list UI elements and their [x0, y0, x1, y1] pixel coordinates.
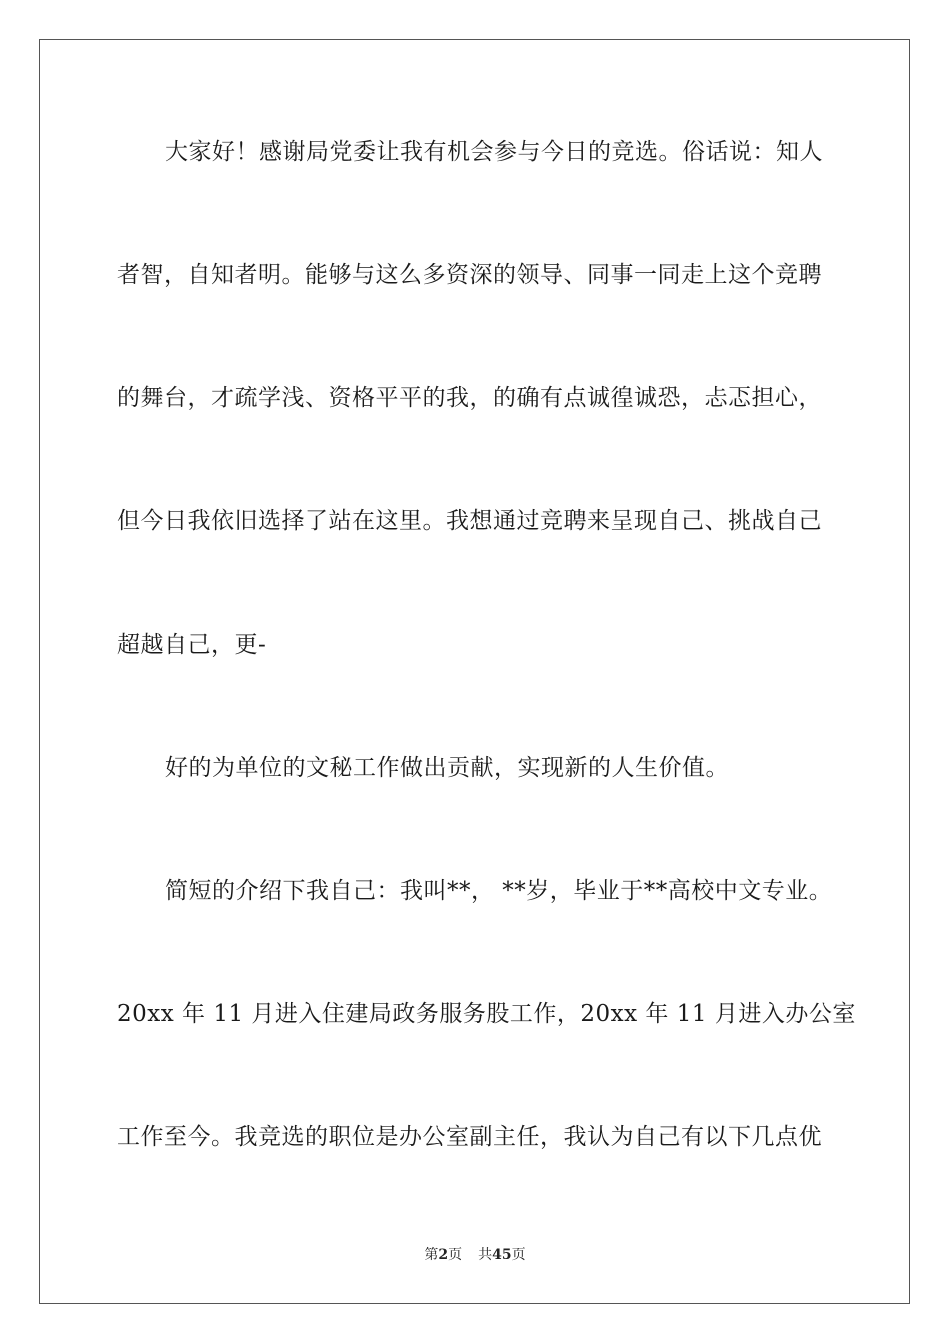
page-footer [0, 1246, 950, 1264]
text-line-8: 20xx 年 11 月进入住建局政务服务股工作，20xx 年 11 月进入办公室 [117, 1001, 856, 1027]
text-line-3: 的舞台，才疏学浅、资格平平的我，的确有点诚徨诚恐，忐忑担心， [117, 385, 822, 411]
footer-total-pages: 45 [492, 1247, 512, 1263]
text-line-4: 但今日我依旧选择了站在这里。我想通过竞聘来呈现自己、挑战自己 [117, 508, 822, 534]
text-line-9: 工作至今。我竞选的职位是办公室副主任，我认为自己有以下几点优 [117, 1124, 822, 1150]
text-line-6: 好的为单位的文秘工作做出贡献，实现新的人生价值。 [165, 755, 729, 781]
footer-page-number: 2 [438, 1247, 449, 1263]
footer-page-suffix: 页 [448, 1247, 463, 1263]
footer-total-suffix: 页 [511, 1247, 526, 1263]
footer-page-prefix: 第 [424, 1247, 439, 1263]
page-border [39, 39, 910, 1304]
text-line-2: 者智，自知者明。能够与这么多资深的领导、同事一同走上这个竞聘 [117, 262, 822, 288]
text-line-1: 大家好！感谢局党委让我有机会参与今日的竞选。俗话说：知人 [165, 139, 823, 165]
text-line-5: 超越自己，更- [117, 632, 267, 658]
text-line-7: 简短的介绍下我自己：我叫**， **岁，毕业于**高校中文专业。 [165, 878, 833, 904]
footer-total-prefix: 共 [478, 1247, 493, 1263]
